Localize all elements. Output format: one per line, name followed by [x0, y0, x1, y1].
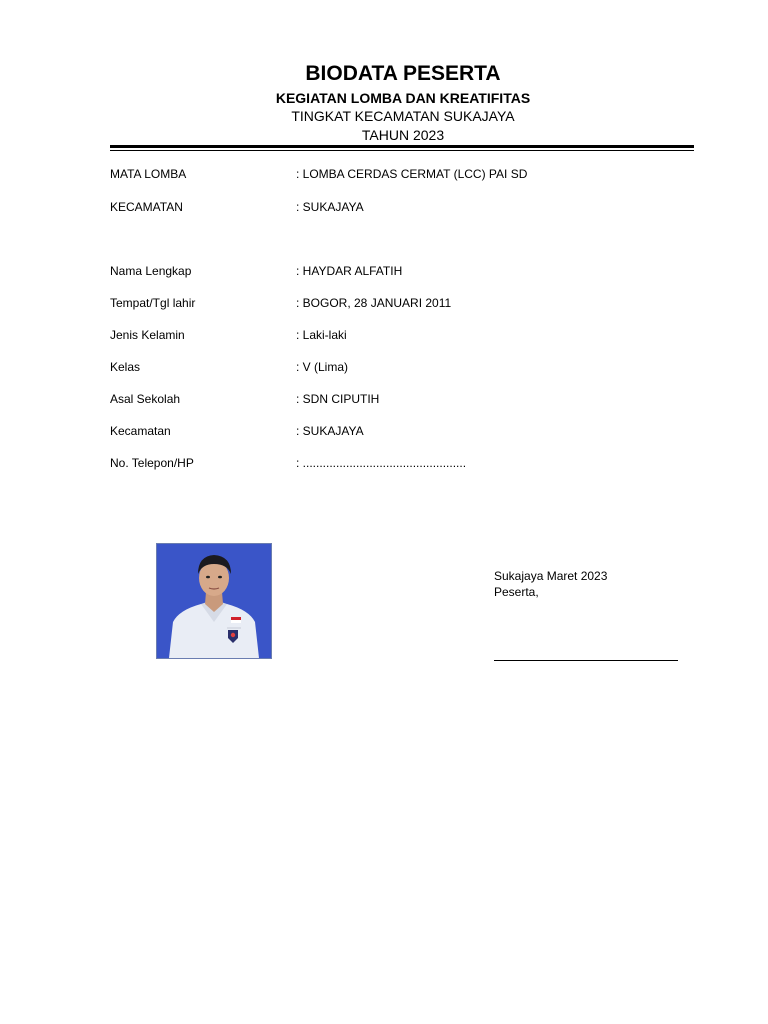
signature-place-date: Sukajaya Maret 2023 [494, 569, 608, 583]
field-label: MATA LOMBA [110, 167, 187, 181]
field-value: : ................................................. [296, 456, 467, 470]
field-row-full-name [110, 264, 402, 278]
field-row-birth [110, 296, 451, 310]
field-row-phone [110, 456, 466, 470]
field-label: Kelas [110, 360, 141, 374]
page-title: BIODATA PESERTA [305, 62, 501, 85]
field-value: : V (Lima) [296, 360, 349, 374]
field-label: Tempat/Tgl lahir [110, 296, 196, 310]
field-label: Nama Lengkap [110, 264, 192, 278]
signature-line [494, 660, 678, 661]
participant-photo [156, 543, 272, 659]
field-row-subdistrict [110, 424, 364, 438]
field-row-competition [110, 167, 527, 181]
signature-block [494, 568, 607, 600]
field-label: KECAMATAN [110, 200, 183, 214]
field-row-class [110, 360, 348, 374]
field-label: Kecamatan [110, 424, 171, 438]
field-label: Jenis Kelamin [110, 328, 185, 342]
field-value: : SDN CIPUTIH [296, 392, 380, 406]
year-subtitle: TAHUN 2023 [361, 127, 445, 143]
field-value: : BOGOR, 28 JANUARI 2011 [296, 296, 452, 310]
field-value: : Laki-laki [296, 328, 347, 342]
header-divider-thin [110, 150, 694, 151]
event-subtitle: KEGIATAN LOMBA DAN KREATIFITAS [275, 90, 531, 106]
field-value: : SUKAJAYA [296, 424, 364, 438]
field-label: Asal Sekolah [110, 392, 181, 406]
header-divider-thick [110, 145, 694, 148]
field-value: : LOMBA CERDAS CERMAT (LCC) PAI SD [296, 167, 528, 181]
field-row-gender [110, 328, 347, 342]
field-label: No. Telepon/HP [110, 456, 194, 470]
signature-role: Peserta, [494, 585, 539, 599]
student-portrait-image [157, 544, 271, 658]
field-row-district [110, 200, 364, 214]
field-value: : HAYDAR ALFATIH [296, 264, 403, 278]
level-subtitle: TINGKAT KECAMATAN SUKAJAYA [291, 108, 515, 124]
field-value: : SUKAJAYA [296, 200, 364, 214]
field-row-school [110, 392, 379, 406]
